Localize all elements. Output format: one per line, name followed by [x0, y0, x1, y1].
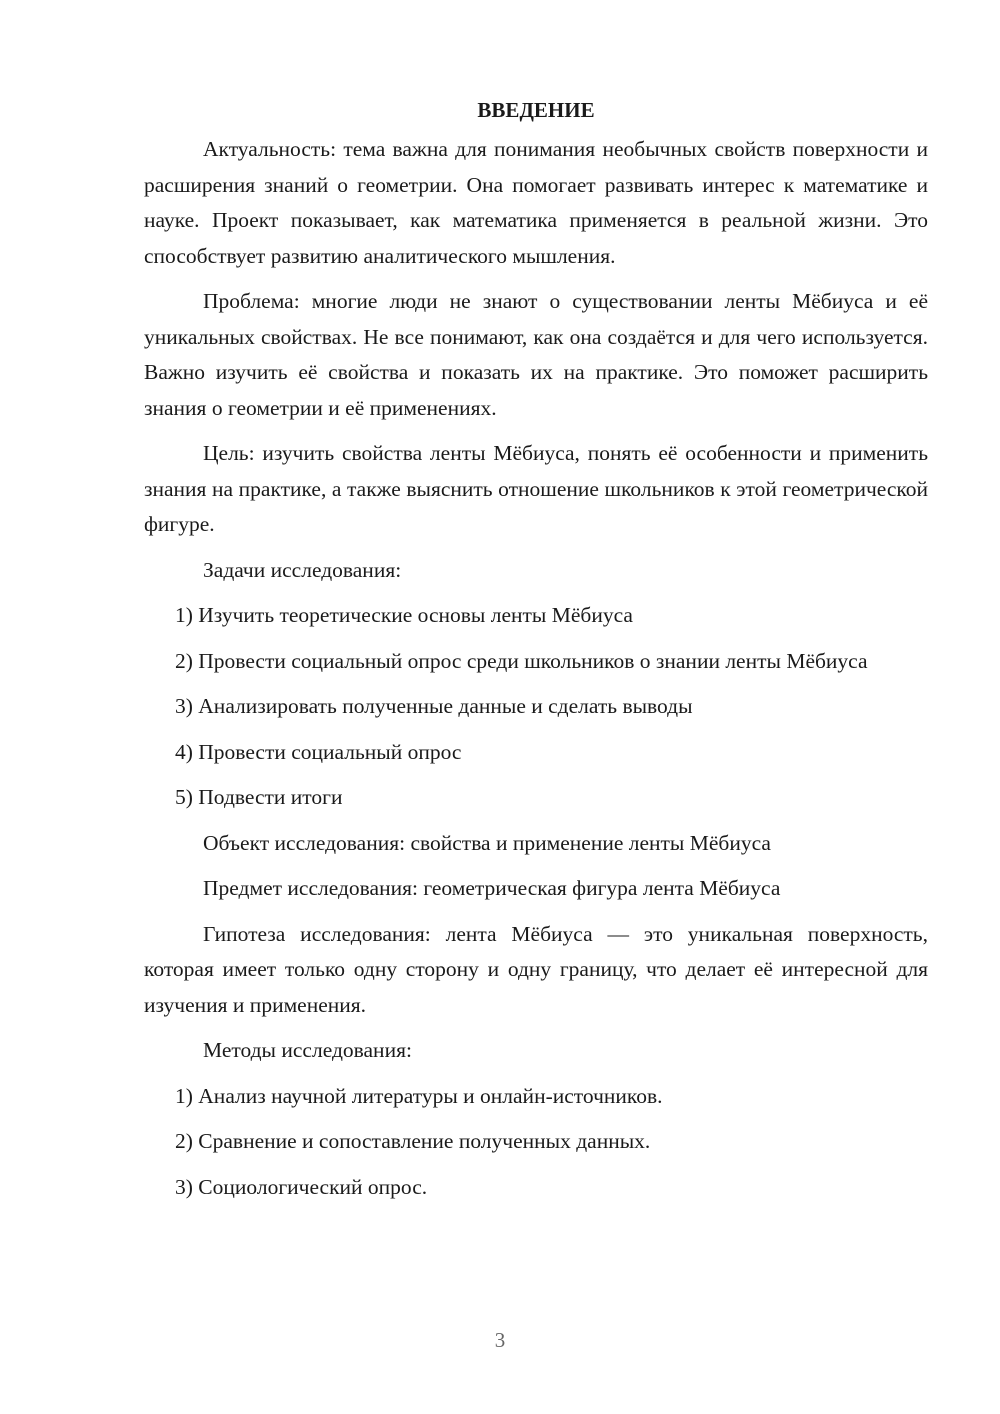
document-page	[144, 92, 928, 1215]
research-subject: Предмет исследования: геометрическая фигура лента Мёбиуса	[203, 876, 781, 900]
task-item: 5) Подвести итоги	[175, 785, 343, 809]
task-item: 2) Провести социальный опрос среди школьников о знании ленты Мёбиуса	[175, 648, 868, 673]
tasks-title: Задачи исследования:	[203, 557, 402, 582]
page-number: 3	[494, 1328, 506, 1352]
method-item: 2) Сравнение и сопоставление полученных данных.	[175, 1129, 651, 1153]
methods-title: Методы исследования:	[203, 1038, 412, 1062]
hypothesis-paragraph: Гипотеза исследования: лента Мёбиуса — это уникальная поверхность, которая имеет только одну сторону и одну границу, что делает её интересной для изучения и применения.	[144, 921, 928, 1017]
goal-paragraph: Цель: изучить свойства ленты Мёбиуса, понять её особенности и применить знания на практике, а также выяснить отношение школьников к этой геометрической фигуре.	[144, 441, 928, 536]
method-item: 1) Анализ научной литературы и онлайн-источников.	[175, 1083, 663, 1108]
section-heading: ВВЕДЕНИЕ	[477, 98, 595, 122]
method-item: 3) Социологический опрос.	[175, 1174, 428, 1199]
problem-paragraph: Проблема: многие люди не знают о существовании ленты Мёбиуса и её уникальных свойствах. Не все понимают, как она создаётся и для чего используется. Важно изучить её свойства и показать их на практике. Это поможет расширить знания о геометрии и её применениях.	[144, 289, 928, 420]
relevance-paragraph: Актуальность: тема важна для понимания необычных свойств поверхности и расширения знаний о геометрии. Она помогает развивать интерес к математике и науке. Проект показывает, как математика применяется в реальной жизни. Это способствует развитию аналитического мышления.	[144, 137, 928, 268]
task-item: 3) Анализировать полученные данные и сделать выводы	[175, 694, 693, 718]
task-item: 1) Изучить теоретические основы ленты Мёбиуса	[175, 603, 633, 627]
research-object: Объект исследования: свойства и применение ленты Мёбиуса	[203, 830, 771, 855]
task-item: 4) Провести социальный опрос	[175, 739, 462, 764]
